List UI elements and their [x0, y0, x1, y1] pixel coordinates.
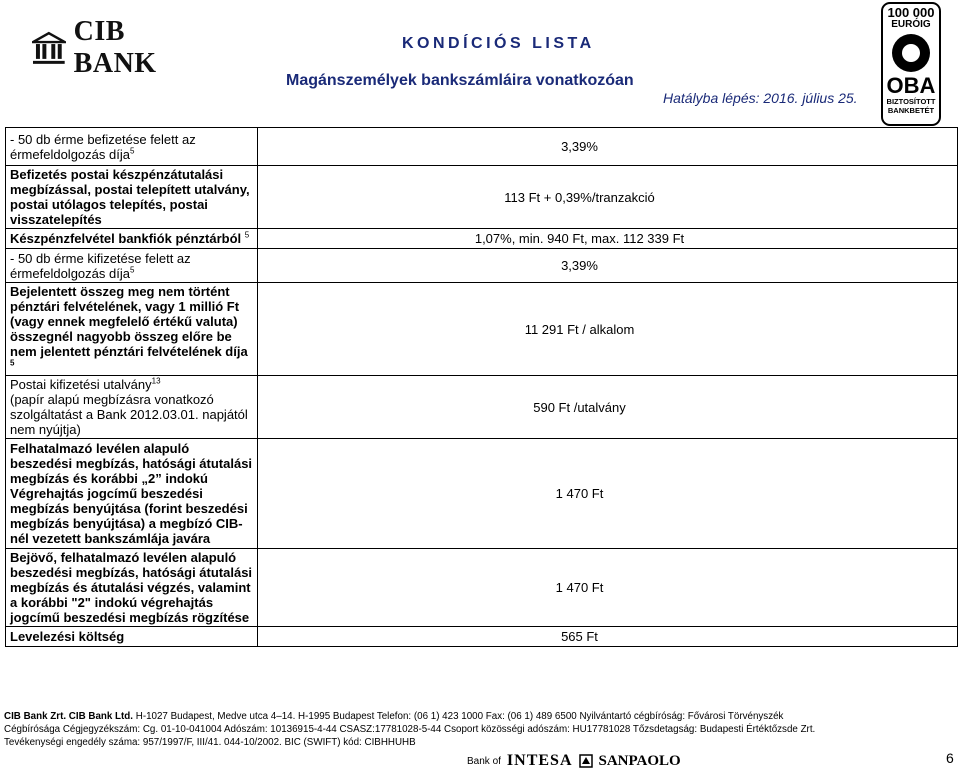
row-label: Levelezési költség [6, 627, 258, 647]
table-row [6, 128, 958, 166]
row-value: 590 Ft /utalvány [258, 376, 958, 439]
table-row [6, 549, 958, 627]
cib-bank-logo [32, 16, 214, 79]
fee-table [5, 127, 958, 647]
table-row [6, 283, 958, 376]
table-row [6, 439, 958, 549]
row-value: 3,39% [258, 249, 958, 283]
row-value: 1 470 Ft [258, 549, 958, 627]
table-row [6, 376, 958, 439]
table-row [6, 249, 958, 283]
row-label: - 50 db érme kifizetése felett az érmefeldolgozás díja$^5$ [6, 249, 258, 283]
page-title: KONDÍCIÓS LISTA [402, 35, 595, 52]
table-row [6, 166, 958, 229]
row-value: 3,39% [258, 128, 958, 166]
page-subtitle: Magánszemélyek bankszámláira vonatkozóan [286, 72, 634, 89]
oba-word: OBA [886, 73, 936, 98]
bank-building-icon [32, 31, 66, 65]
footer-line-1: CIB Bank Zrt. CIB Bank Ltd. H-1027 Budapest, Medve utca 4–14. H-1995 Budapest Telefon: (06 1) 423 1000 Fax: (06 1) 489 6500 Nyilvántartó cégbíróság: Fővárosi Törvényszék [4, 711, 784, 722]
footer [4, 710, 815, 749]
oba-circle-icon [889, 31, 933, 75]
row-value: 1,07%, min. 940 Ft, max. 112 339 Ft [258, 229, 958, 249]
oba-amount: 100 000 [887, 5, 935, 20]
oba-insured: BIZTOSÍTOTT [886, 97, 936, 106]
row-value: 565 Ft [258, 627, 958, 647]
sanpaolo-text: SANPAOLO [598, 752, 681, 769]
sanpaolo-mark-icon [579, 754, 593, 768]
table-row [6, 229, 958, 249]
row-value: 113 Ft + 0,39%/tranzakció [258, 166, 958, 229]
row-value: 1 470 Ft [258, 439, 958, 549]
intesa-sanpaolo-logo [467, 752, 681, 770]
row-label: Bejövő, felhatalmazó levélen alapuló beszedési megbízás, hatósági átutalási megbízás és átutalási végzés, valamint a korábbi "2" indokú végrehajtás jogcímű beszedési megbízás rögzítése [6, 549, 258, 627]
row-label: Befizetés postai készpénzátutalási megbízással, postai telepített utalvány, postai utólagos telepítés, postai visszatelepítés [6, 166, 258, 229]
page-number: 6 [946, 750, 954, 766]
row-value: 11 291 Ft / alkalom [258, 283, 958, 376]
effective-date: Hatályba lépés: 2016. július 25. [663, 90, 858, 106]
table-row [6, 627, 958, 647]
oba-currency: EURÓIG [891, 19, 931, 30]
row-label: Készpénzfelvétel bankfiók pénztárból $^5$ [6, 229, 258, 249]
row-label: Felhatalmazó levélen alapuló beszedési megbízás, hatósági átutalási megbízás és korábbi „2” indokú Végrehajtás jogcímű beszedési megbízás benyújtása (forint beszedési megbízás benyújtása) a megbízó CIB-nél vezetett bankszámlája javára [6, 439, 258, 549]
logo-text: CIB BANK [73, 16, 157, 79]
row-label: Postai kifizetési utalvány$^{13}$ (papír alapú megbízásra vonatkozó szolgáltatást a Bank 2012.03.01. napjától nem nyújtja) [6, 376, 258, 439]
footer-line-3: Tevékenységi engedély száma: 957/1997/F, III/41. 044-10/2002. BIC (SWIFT) kód: CIBHHUHB [4, 737, 416, 748]
oba-badge [881, 2, 941, 126]
row-label: - 50 db érme befizetése felett az érmefeldolgozás díja$^5$ [6, 128, 258, 166]
bank-of-text: Bank of [467, 755, 501, 767]
row-label: Bejelentett összeg meg nem történt pénztári felvételének, vagy 1 millió Ft (vagy ennek megfelelő értékű valuta) összegnél nagyobb összeg előre be nem jelentett pénztári felvételének díja $^5$ [6, 283, 258, 376]
oba-deposit: BANKBETÉT [887, 106, 935, 115]
footer-line-2: Cégbírósága Cégjegyzékszám: Cg. 01-10-041004 Adószám: 10136915-4-44 CSASZ:17781028-5-44 Csoport közösségi adószám: HU17781028 Tőzsdetagság: Budapesti Értéktőzsde Zrt. [4, 724, 816, 735]
intesa-text: INTESA [506, 752, 573, 769]
